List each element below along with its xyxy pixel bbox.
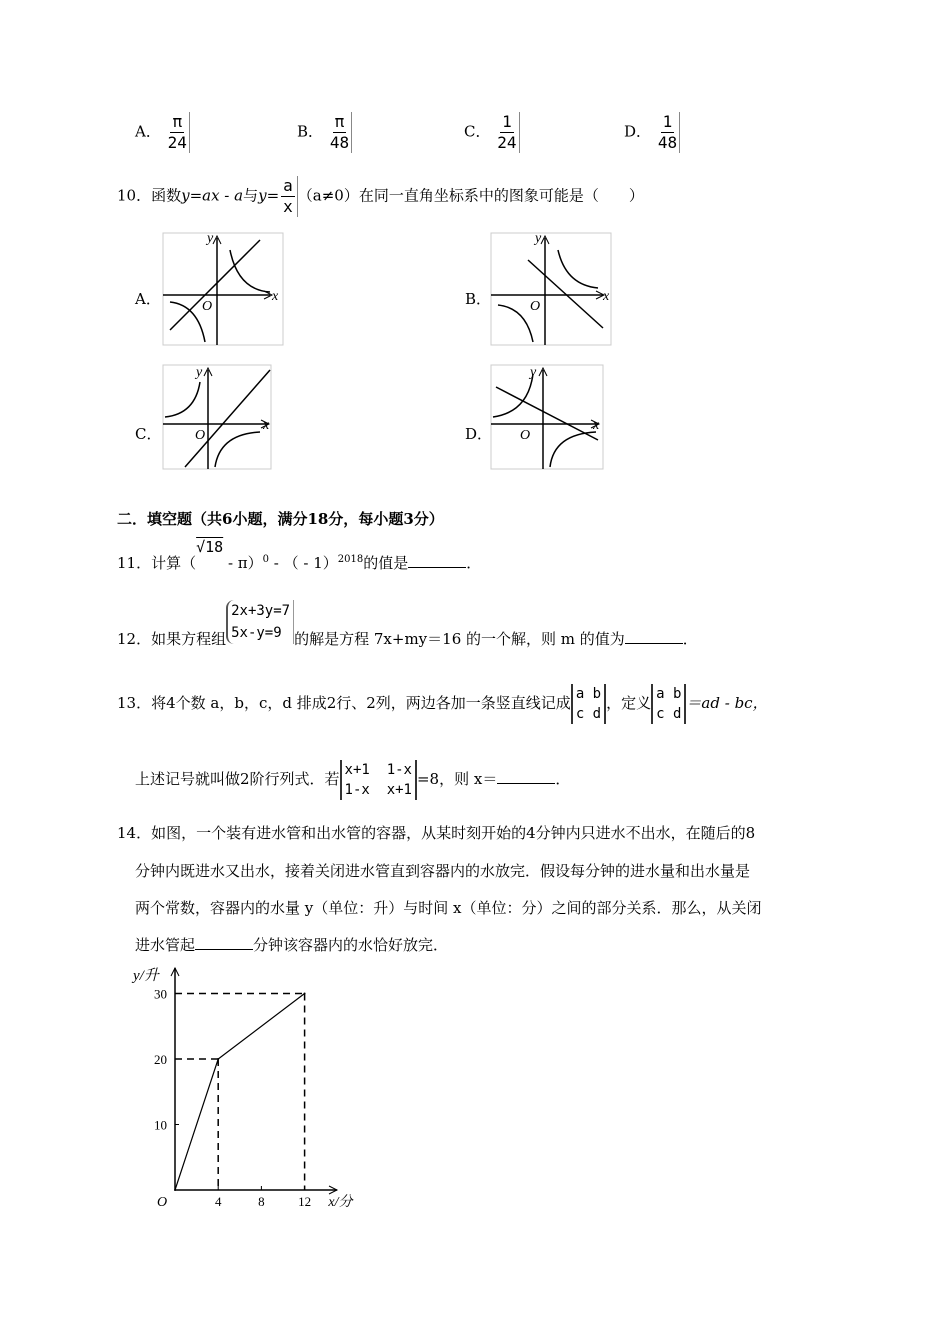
origin-label: O [530, 299, 541, 314]
text: 分钟该容器内的水恰好放完． [253, 936, 449, 954]
denominator: x [283, 197, 293, 216]
water-volume-chart [120, 960, 380, 1220]
x-tick-label: 12 [298, 1194, 312, 1209]
determinant [651, 684, 686, 724]
answer-blank[interactable] [195, 935, 253, 950]
q9-option-c [464, 112, 520, 153]
origin-label: O [520, 428, 531, 443]
denominator: 24 [497, 133, 517, 152]
x-tick-label: 4 [214, 1194, 222, 1209]
text: 的解是方程 7x+my＝16 的一个解，则 m 的值为 [294, 630, 625, 648]
formula: y=ax - a [181, 186, 244, 205]
numerator: π [172, 112, 183, 131]
equation-system [226, 600, 294, 644]
q13-line2 [135, 760, 570, 800]
y-tick-label: 30 [154, 986, 167, 1002]
fraction [279, 176, 298, 217]
numerator: a [283, 176, 293, 195]
text: ． [555, 770, 571, 788]
answer-blank[interactable] [625, 629, 683, 644]
denominator: 48 [657, 133, 678, 152]
numerator: 1 [502, 112, 512, 131]
y-axis-label: y [530, 365, 537, 380]
answer-blank[interactable] [408, 553, 466, 568]
determinant [571, 684, 606, 724]
y-tick-label: 10 [154, 1117, 167, 1133]
y-axis-label: y/升 [133, 968, 159, 984]
text: 进水管起 [135, 936, 196, 954]
graph-a [160, 230, 290, 348]
q14-line: 分钟内既进水又出水，接着关闭进水管直到容器内的水放完．假设每分钟的进水量和出水量是 [135, 862, 751, 880]
det-row: 1-x x+1 [344, 782, 412, 798]
text: 的值是 [363, 554, 409, 572]
formula: y= [258, 186, 280, 205]
exponent: 2018 [337, 554, 364, 565]
x-axis-label: x/分 [328, 1195, 353, 1210]
text: 10．函数 [117, 186, 182, 205]
denominator: 48 [329, 133, 350, 152]
text: 11．计算（ [117, 554, 197, 572]
graph-c [160, 362, 280, 472]
answer-blank[interactable] [497, 769, 555, 784]
text: 与 [243, 186, 259, 205]
determinant [340, 760, 417, 800]
fraction [166, 112, 190, 153]
graph-b [488, 230, 618, 348]
data-point [174, 1189, 176, 1191]
equation: 5x-y=9 [231, 625, 282, 641]
q14-line: 14．如图，一个装有进水管和出水管的容器，从某时刻开始的4分钟内只进水不出水，在随后的8 [117, 824, 756, 842]
origin-label: O [202, 299, 213, 314]
y-axis-label: y [196, 365, 203, 380]
q14-line: 两个常数，容器内的水量 y（单位：升）与时间 x（单位：分）之间的部分关系．那么，从关闭 [135, 899, 762, 917]
x-axis-label: x [272, 289, 279, 304]
x-tick-label: 8 [258, 1194, 265, 1209]
q9-option-d [624, 112, 680, 153]
text: （a≠0）在同一直角坐标系中的图象可能是（ ） [297, 186, 644, 205]
denominator: 24 [167, 133, 187, 152]
x-axis-label: x [263, 418, 270, 433]
text: 12．如果方程组 [117, 630, 227, 648]
fraction [328, 112, 352, 153]
graph-d [488, 362, 613, 472]
det-row: c d [575, 706, 602, 722]
option-label: D． [624, 122, 652, 141]
y-axis-label: y [535, 231, 542, 246]
section-heading: 二．填空题（共6小题，满分18分，每小题3分） [117, 510, 444, 528]
option-label: B． [297, 122, 324, 141]
x-axis-label: x [593, 418, 600, 433]
y-axis-label: y [207, 231, 214, 246]
det-row: c d [656, 706, 682, 722]
data-point [304, 993, 306, 995]
q10-option-c-label: C． [135, 425, 162, 443]
fraction [656, 112, 680, 153]
q13-line1 [117, 684, 768, 724]
fraction [495, 112, 519, 153]
q10-stem [117, 176, 644, 217]
text: 13．将4个数 a，b，c，d 排成2行、2列，两边各加一条竖直线记成 [117, 694, 571, 712]
q10-option-b-label: B． [465, 290, 492, 308]
text: ． [682, 630, 698, 648]
text: 上述记号就叫做2阶行列式．若 [135, 770, 340, 788]
q9-option-b [297, 112, 352, 153]
exponent: 0 [262, 554, 270, 565]
det-row: a b [656, 686, 682, 702]
text: =8，则 x＝ [416, 770, 498, 788]
q14-line [135, 934, 448, 955]
origin-label: O [195, 428, 206, 443]
y-tick-label: 20 [154, 1052, 167, 1067]
sqrt-expression: √18 [196, 538, 224, 556]
q10-option-a-label: A． [135, 290, 161, 308]
text: ＝ad - bc， [686, 694, 768, 712]
text: ，定义 [606, 694, 652, 712]
q11 [117, 538, 482, 573]
text: - （ - 1） [269, 554, 338, 572]
data-point [217, 1058, 219, 1060]
option-label: A． [135, 122, 161, 141]
det-row: x+1 1-x [344, 762, 412, 778]
det-row: a b [575, 686, 602, 702]
series-line [175, 994, 305, 1191]
q12 [117, 600, 698, 649]
equation: 2x+3y=7 [231, 603, 291, 619]
origin-label: O [157, 1195, 168, 1210]
text: - π） [223, 554, 263, 572]
numerator: π [334, 112, 345, 131]
numerator: 1 [662, 112, 673, 131]
x-axis-label: x [603, 289, 610, 304]
option-label: C． [464, 122, 491, 141]
q9-option-a [135, 112, 190, 153]
q10-option-d-label: D． [465, 425, 493, 443]
text: ． [466, 554, 482, 572]
